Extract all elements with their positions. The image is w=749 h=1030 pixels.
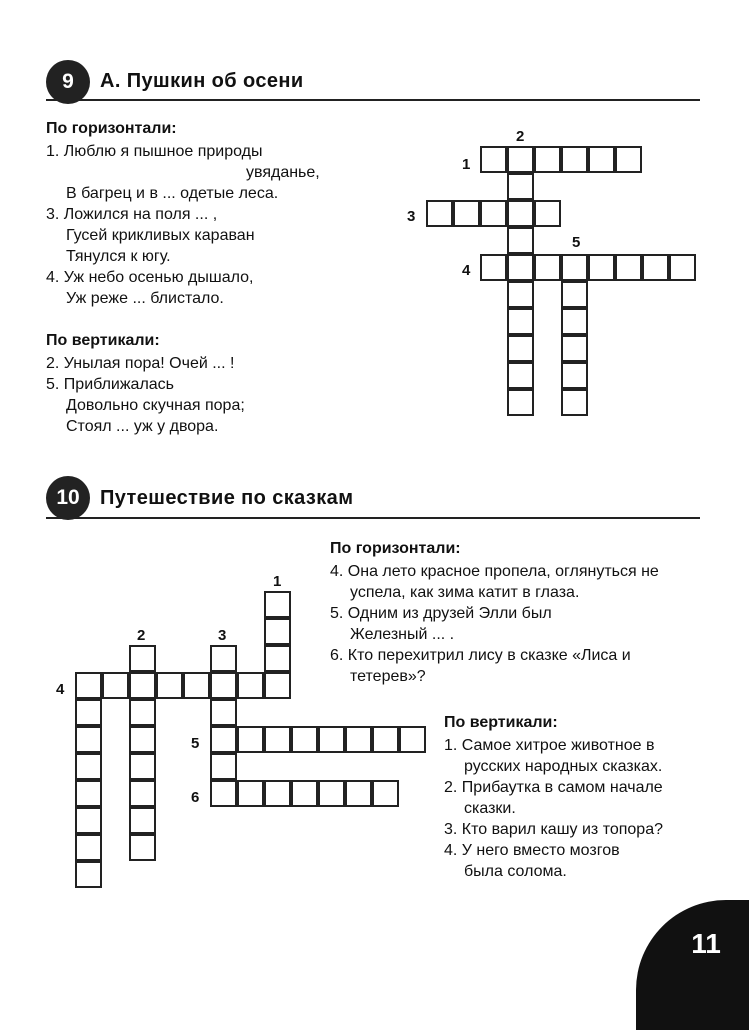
crossword-cell[interactable]: [372, 726, 399, 753]
crossword-cell[interactable]: [129, 645, 156, 672]
grid9-number-4: 4: [462, 262, 471, 279]
grid10-number-4: 4: [56, 681, 65, 698]
grid9-number-2: 2: [516, 128, 525, 145]
clue-line: 2. Прибаутка в самом начале: [444, 779, 663, 796]
crossword-cell[interactable]: [237, 780, 264, 807]
clue-line: 2. Унылая пора! Очей ... !: [46, 355, 235, 372]
crossword-cell[interactable]: [507, 281, 534, 308]
grid10-number-2: 2: [137, 627, 146, 644]
crossword-cell[interactable]: [183, 672, 210, 699]
clue-line: Уж реже ... блистало.: [66, 290, 224, 307]
crossword-cell[interactable]: [642, 254, 669, 281]
section-9-down-heading: По вертикали:: [46, 332, 160, 349]
crossword-cell[interactable]: [210, 699, 237, 726]
crossword-cell[interactable]: [129, 780, 156, 807]
crossword-cell[interactable]: [561, 146, 588, 173]
section-9-across-heading: По горизонтали:: [46, 120, 177, 137]
crossword-cell[interactable]: [588, 254, 615, 281]
crossword-cell[interactable]: [75, 726, 102, 753]
crossword-cell[interactable]: [264, 726, 291, 753]
clue-line: 4. Она лето красное пропела, оглянуться не: [330, 563, 659, 580]
crossword-cell[interactable]: [561, 362, 588, 389]
crossword-cell[interactable]: [318, 726, 345, 753]
crossword-cell[interactable]: [129, 807, 156, 834]
section-9-down-clues: [46, 353, 346, 437]
crossword-cell[interactable]: [507, 389, 534, 416]
crossword-cell[interactable]: [291, 780, 318, 807]
grid9-number-1: 1: [462, 156, 471, 173]
section-10-down-clues: [444, 735, 714, 882]
section-10-badge: 10: [46, 476, 90, 520]
clue-line: Гусей крикливых караван: [66, 227, 255, 244]
section-10-down-heading: По вертикали:: [444, 714, 558, 731]
section-9-badge: 9: [46, 60, 90, 104]
clue-line: 3. Кто варил кашу из топора?: [444, 821, 663, 838]
crossword-cell[interactable]: [264, 618, 291, 645]
crossword-cell[interactable]: [561, 389, 588, 416]
grid10-number-6: 6: [191, 789, 200, 806]
section-10-title: Путешествие по сказкам: [100, 487, 354, 509]
crossword-cell[interactable]: [588, 146, 615, 173]
crossword-cell[interactable]: [210, 753, 237, 780]
grid10-number-5: 5: [191, 735, 200, 752]
crossword-cell[interactable]: [264, 645, 291, 672]
crossword-cell[interactable]: [480, 146, 507, 173]
clue-line: была солома.: [464, 863, 567, 880]
crossword-cell[interactable]: [129, 726, 156, 753]
crossword-cell[interactable]: [102, 672, 129, 699]
crossword-cell[interactable]: [561, 308, 588, 335]
clue-line: 5. Приближалась: [46, 376, 175, 393]
crossword-cell[interactable]: [669, 254, 696, 281]
section-9-title: А. Пушкин об осени: [100, 70, 304, 92]
crossword-cell[interactable]: [507, 200, 534, 227]
clue-line: 3. Ложился на поля ... ,: [46, 206, 218, 223]
crossword-cell[interactable]: [507, 227, 534, 254]
crossword-cell[interactable]: [75, 807, 102, 834]
page-number: 11: [691, 928, 721, 959]
crossword-cell[interactable]: [264, 672, 291, 699]
crossword-cell[interactable]: [534, 200, 561, 227]
grid9-number-3: 3: [407, 208, 416, 225]
crossword-cell[interactable]: [75, 753, 102, 780]
crossword-cell[interactable]: [210, 672, 237, 699]
crossword-cell[interactable]: [129, 834, 156, 861]
crossword-cell[interactable]: [534, 254, 561, 281]
clue-line: Стоял ... уж у двора.: [66, 418, 219, 435]
crossword-cell[interactable]: [237, 672, 264, 699]
crossword-cell[interactable]: [453, 200, 480, 227]
crossword-cell[interactable]: [318, 780, 345, 807]
crossword-cell[interactable]: [534, 146, 561, 173]
crossword-cell[interactable]: [75, 834, 102, 861]
crossword-cell[interactable]: [372, 780, 399, 807]
clue-line: сказки.: [464, 800, 516, 817]
crossword-cell[interactable]: [507, 308, 534, 335]
crossword-cell[interactable]: [480, 254, 507, 281]
crossword-cell[interactable]: [75, 780, 102, 807]
crossword-cell[interactable]: [561, 281, 588, 308]
crossword-cell[interactable]: [237, 726, 264, 753]
crossword-cell[interactable]: [561, 254, 588, 281]
crossword-cell[interactable]: [75, 699, 102, 726]
section-10-rule: [46, 517, 700, 519]
clue-line: увяданье,: [246, 164, 320, 181]
clue-line: 5. Одним из друзей Элли был: [330, 605, 552, 622]
crossword-cell[interactable]: [615, 254, 642, 281]
crossword-cell[interactable]: [615, 146, 642, 173]
crossword-cell[interactable]: [75, 861, 102, 888]
crossword-cell[interactable]: [480, 200, 507, 227]
crossword-cell[interactable]: [345, 780, 372, 807]
grid9-number-5: 5: [572, 234, 581, 251]
section-10-across-heading: По горизонтали:: [330, 540, 461, 557]
crossword-cell[interactable]: [399, 726, 426, 753]
clue-line: русских народных сказках.: [464, 758, 663, 775]
crossword-cell[interactable]: [210, 726, 237, 753]
clue-line: В багрец и в ... одетые леса.: [66, 185, 279, 202]
crossword-cell[interactable]: [264, 591, 291, 618]
clue-line: успела, как зима катит в глаза.: [350, 584, 580, 601]
clue-line: 6. Кто перехитрил лису в сказке «Лиса и: [330, 647, 631, 664]
clue-line: 1. Самое хитрое животное в: [444, 737, 655, 754]
crossword-cell[interactable]: [210, 645, 237, 672]
crossword-cell[interactable]: [264, 780, 291, 807]
section-9-rule: [46, 99, 700, 101]
crossword-cell[interactable]: [345, 726, 372, 753]
crossword-cell[interactable]: [129, 672, 156, 699]
crossword-cell[interactable]: [507, 254, 534, 281]
crossword-cell[interactable]: [156, 672, 183, 699]
section-9-across-clues: [46, 141, 346, 309]
crossword-cell[interactable]: [210, 780, 237, 807]
grid10-number-1: 1: [273, 573, 282, 590]
clue-line: 1. Люблю я пышное природы: [46, 143, 263, 160]
crossword-cell[interactable]: [507, 173, 534, 200]
crossword-cell[interactable]: [129, 753, 156, 780]
crossword-cell[interactable]: [426, 200, 453, 227]
crossword-cell[interactable]: [507, 335, 534, 362]
clue-line: 4. У него вместо мозгов: [444, 842, 620, 859]
crossword-cell[interactable]: [75, 672, 102, 699]
crossword-cell[interactable]: [129, 699, 156, 726]
clue-line: тетерев»?: [350, 668, 426, 685]
grid10-number-3: 3: [218, 627, 227, 644]
clue-line: Тянулся к югу.: [66, 248, 171, 265]
crossword-cell[interactable]: [561, 335, 588, 362]
crossword-cell[interactable]: [507, 362, 534, 389]
crossword-cell[interactable]: [291, 726, 318, 753]
crossword-cell[interactable]: [507, 146, 534, 173]
clue-line: Железный ... .: [350, 626, 455, 643]
clue-line: 4. Уж небо осенью дышало,: [46, 269, 254, 286]
section-10-across-clues: [330, 561, 710, 687]
clue-line: Довольно скучная пора;: [66, 397, 245, 414]
